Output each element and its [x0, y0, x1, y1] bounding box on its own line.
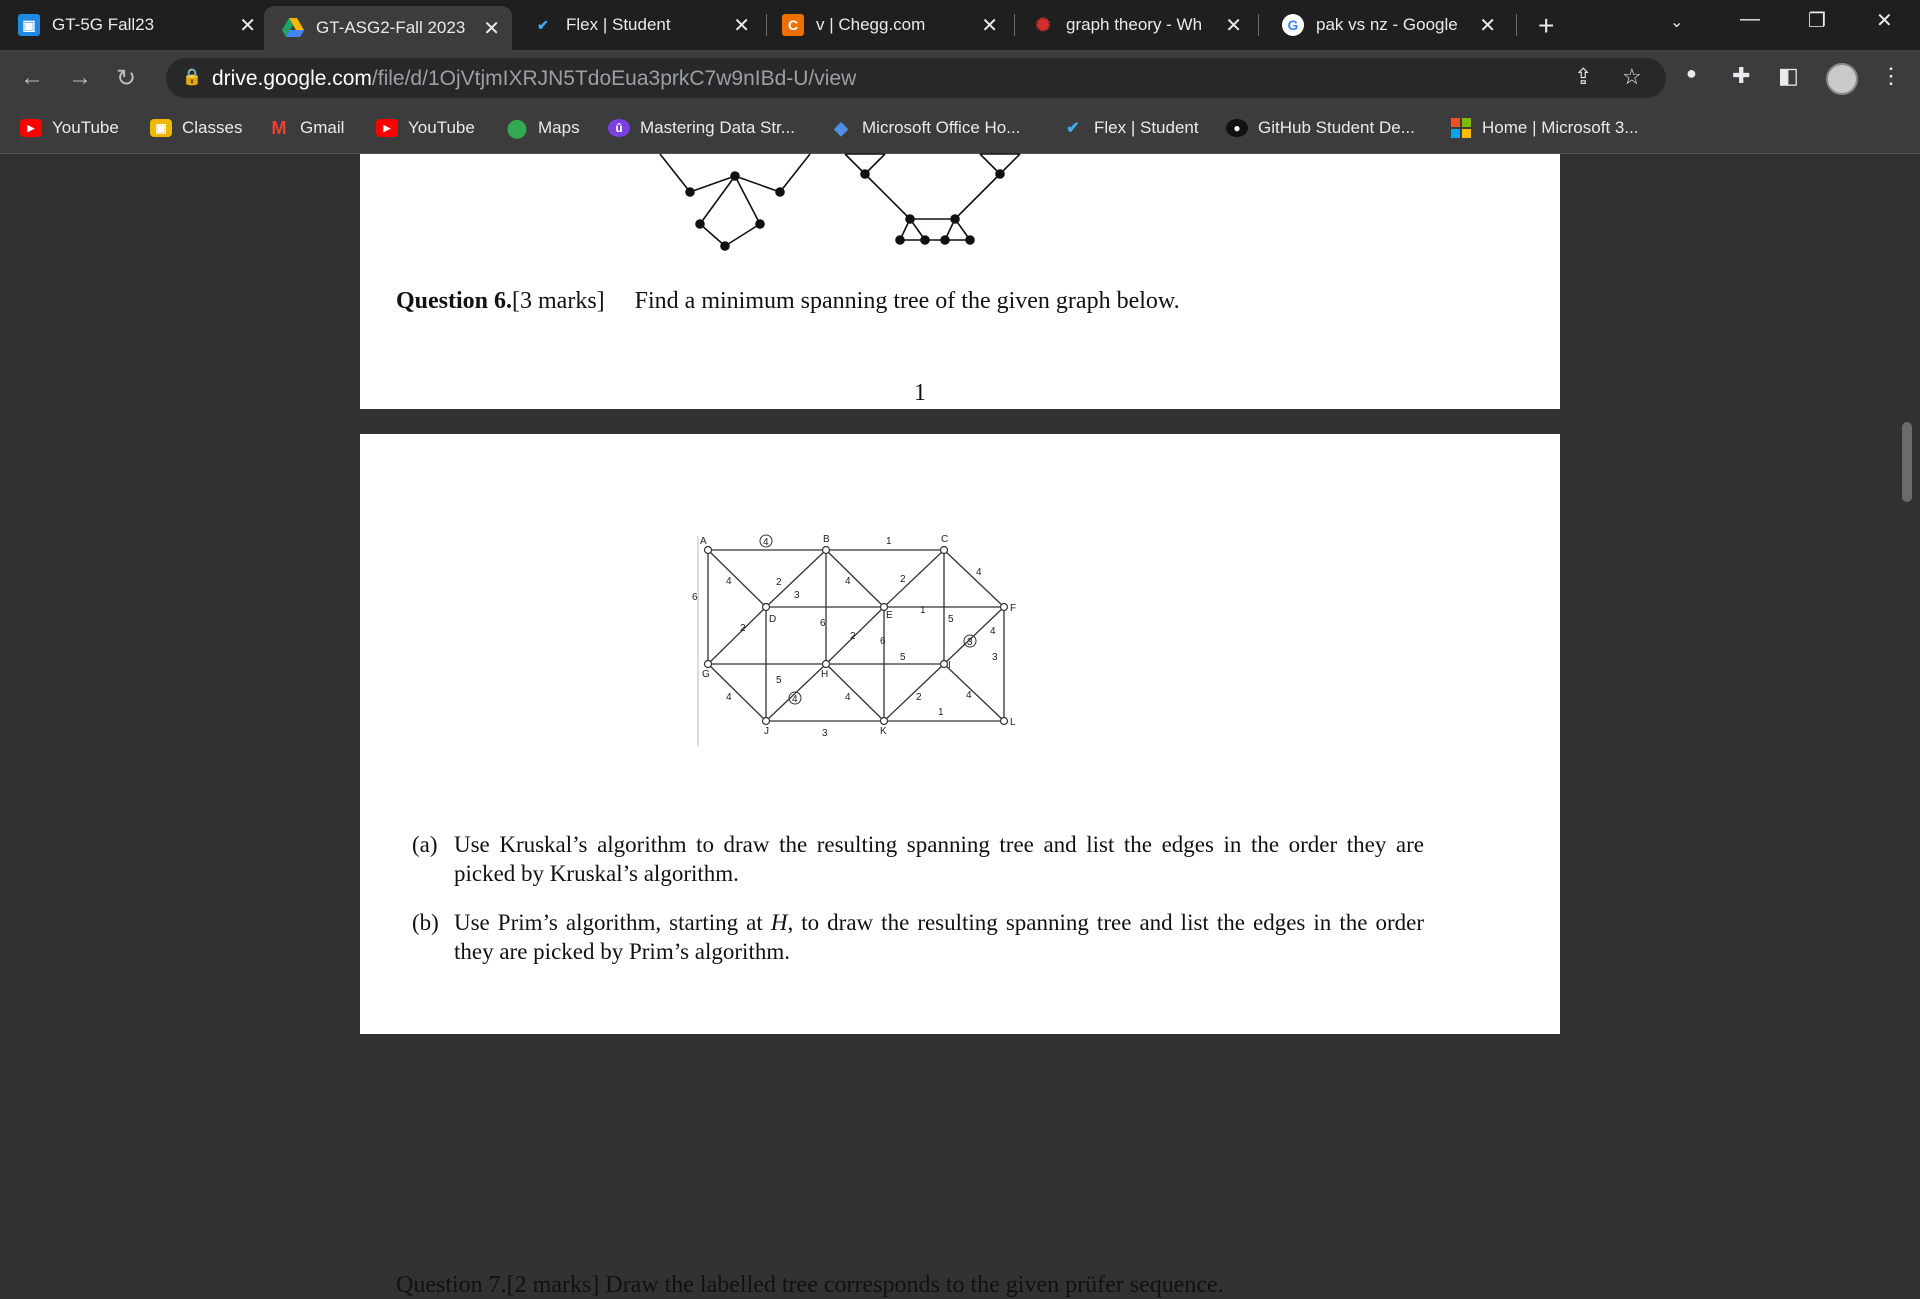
- bookmark-flex-student[interactable]: ✔ Flex | Student: [1062, 118, 1199, 138]
- svg-text:1: 1: [920, 605, 926, 616]
- question-6-part-a: (a) Use Kruskal’s algorithm to draw the resulting spanning tree and list the edges in the order they are picked by Kruskal’s algorithm.: [412, 832, 1424, 886]
- svg-text:1: 1: [938, 707, 944, 718]
- svg-text:2: 2: [776, 577, 782, 588]
- bookmarks-bar: [0, 106, 1920, 154]
- tab-flex-student[interactable]: [532, 5, 762, 45]
- svg-text:3: 3: [992, 652, 998, 663]
- menu-icon[interactable]: ⋮: [1880, 63, 1902, 88]
- bookmark-microsoft-office[interactable]: ◆ Microsoft Office Ho...: [830, 118, 1020, 138]
- back-icon[interactable]: ←: [20, 64, 44, 91]
- minimize-icon[interactable]: —: [1740, 8, 1760, 30]
- question-6-part-b: (b) Use Prim’s algorithm, starting at H, to draw the resulting spanning tree and list the edges in the order they are picked by Prim’s algorithm.: [412, 910, 1424, 964]
- youtube-icon: ▶: [376, 119, 398, 137]
- svg-text:D: D: [769, 614, 777, 625]
- side-panel-icon[interactable]: ◧: [1778, 63, 1799, 88]
- svg-text:5: 5: [776, 675, 782, 686]
- weighted-graph-figure: [690, 534, 1017, 754]
- forward-icon[interactable]: →: [68, 64, 92, 91]
- flex-icon: ✔: [1066, 120, 1080, 137]
- svg-text:1: 1: [886, 536, 892, 547]
- question-6: Question 6.[3 marks] Find a minimum spanning tree of the given graph below.: [396, 288, 1180, 314]
- tab-title: GT-5G Fall23: [52, 15, 155, 34]
- flex-icon: ✔: [537, 16, 549, 33]
- svg-text:2: 2: [900, 574, 906, 585]
- svg-text:2: 2: [740, 623, 746, 634]
- microsoft-icon: [1450, 119, 1472, 137]
- bookmark-mastering-data[interactable]: û Mastering Data Str...: [608, 118, 795, 138]
- tab-separator: [1014, 14, 1015, 36]
- avatar[interactable]: [1826, 63, 1858, 95]
- address-bar[interactable]: [166, 58, 1666, 98]
- bookmark-classes[interactable]: ▣ Classes: [150, 118, 242, 138]
- tab-separator: [1516, 14, 1517, 36]
- svg-text:4: 4: [726, 692, 732, 703]
- svg-text:4: 4: [845, 576, 851, 587]
- tab-chegg[interactable]: [782, 5, 1010, 45]
- bookmark-github[interactable]: ● GitHub Student De...: [1226, 118, 1415, 138]
- bookmark-youtube-2[interactable]: ▶ YouTube: [376, 118, 475, 138]
- tab-google-search[interactable]: [1282, 5, 1508, 45]
- tab-title: pak vs nz - Google: [1316, 15, 1458, 34]
- svg-text:6: 6: [880, 636, 886, 647]
- svg-text:4: 4: [990, 626, 996, 637]
- bookmark-microsoft-365[interactable]: Home | Microsoft 3...: [1450, 118, 1639, 138]
- close-icon[interactable]: ✕: [483, 17, 500, 40]
- gmail-icon: M: [271, 117, 287, 138]
- close-icon[interactable]: ✕: [981, 14, 998, 37]
- pdf-page-2: [360, 434, 1560, 1298]
- tab-title: v | Chegg.com: [816, 15, 926, 34]
- svg-text:L: L: [1010, 717, 1016, 728]
- tab-separator: [1258, 14, 1259, 36]
- tab-title: graph theory - Wh: [1066, 15, 1203, 34]
- svg-text:3: 3: [967, 637, 973, 648]
- svg-text:G: G: [702, 669, 710, 680]
- new-tab-icon[interactable]: +: [1538, 10, 1555, 41]
- svg-text:4: 4: [966, 690, 972, 701]
- tab-strip: [0, 0, 1920, 50]
- extensions-puzzle-icon[interactable]: ✚: [1732, 63, 1751, 88]
- github-icon: ●: [1226, 119, 1248, 137]
- tab-quora[interactable]: [1032, 5, 1254, 45]
- tab-title: Flex | Student: [566, 15, 671, 34]
- url-text[interactable]: drive.google.com/file/d/1OjVtjmIXRJN5TdoEua3prkC7w9nIBd-U/view: [212, 67, 857, 90]
- bookmark-youtube[interactable]: ▶ YouTube: [20, 118, 119, 138]
- scrollbar-thumb[interactable]: [1902, 422, 1912, 502]
- svg-text:6: 6: [692, 592, 698, 603]
- youtube-icon: ▶: [20, 119, 42, 137]
- svg-text:3: 3: [822, 728, 828, 739]
- svg-text:5: 5: [900, 652, 906, 663]
- quora-icon: ✺: [1035, 14, 1051, 35]
- tab-title: GT-ASG2-Fall 2023: [316, 18, 466, 37]
- chegg-icon: C: [782, 14, 804, 36]
- svg-text:4: 4: [792, 694, 798, 705]
- svg-text:4: 4: [726, 576, 732, 587]
- svg-text:C: C: [941, 534, 949, 545]
- close-icon[interactable]: ✕: [733, 14, 750, 37]
- bookmark-star-icon[interactable]: ☆: [1622, 64, 1642, 89]
- svg-text:3: 3: [794, 590, 800, 601]
- reload-icon[interactable]: ↻: [116, 65, 137, 92]
- svg-text:6: 6: [820, 618, 826, 629]
- window-close-icon[interactable]: ✕: [1876, 10, 1893, 32]
- page-number: 1: [914, 380, 926, 406]
- close-icon[interactable]: ✕: [239, 14, 256, 37]
- svg-text:A: A: [700, 536, 707, 547]
- svg-text:F: F: [1010, 603, 1017, 614]
- svg-text:H: H: [821, 669, 829, 680]
- bookmark-gmail[interactable]: M Gmail: [268, 118, 344, 138]
- tab-gt-asg2[interactable]: [264, 6, 512, 50]
- tab-separator: [766, 14, 767, 36]
- restore-icon[interactable]: ❐: [1808, 10, 1826, 32]
- close-icon[interactable]: ✕: [1225, 14, 1242, 37]
- bookmark-maps[interactable]: ⬤ Maps: [506, 117, 580, 138]
- tab-gt-5g[interactable]: [18, 5, 268, 45]
- svg-text:2: 2: [850, 631, 856, 642]
- pdf-page-1: [360, 154, 1560, 409]
- svg-text:I: I: [948, 660, 951, 671]
- pdf-viewer[interactable]: [0, 154, 1920, 1298]
- toolbar: [0, 50, 1920, 106]
- classroom-icon: ▣: [150, 119, 172, 137]
- close-icon[interactable]: ✕: [1479, 14, 1496, 37]
- svg-text:E: E: [886, 610, 893, 621]
- svg-text:4: 4: [845, 692, 851, 703]
- svg-text:4: 4: [763, 537, 769, 548]
- question-7: Question 7.[2 marks] Draw the labelled tree corresponds to the given prüfer sequence.: [396, 1272, 1224, 1298]
- svg-text:J: J: [764, 726, 769, 737]
- mastering-icon: û: [608, 119, 630, 137]
- svg-text:K: K: [880, 726, 887, 737]
- figure-previous-graphs: [660, 154, 1140, 254]
- drive-icon: [282, 17, 304, 39]
- tab-search-icon[interactable]: ⌄: [1670, 14, 1684, 31]
- extension-icon[interactable]: ●: [1686, 63, 1697, 83]
- share-icon[interactable]: ⇪: [1574, 64, 1593, 89]
- svg-text:2: 2: [916, 692, 922, 703]
- svg-text:5: 5: [948, 614, 954, 625]
- svg-text:B: B: [823, 534, 830, 545]
- classroom-icon: ▣: [18, 14, 40, 36]
- maps-pin-icon: ⬤: [506, 117, 528, 138]
- office-icon: ◆: [834, 117, 848, 138]
- google-icon: G: [1282, 14, 1304, 36]
- lock-icon[interactable]: 🔒: [182, 69, 202, 86]
- svg-text:4: 4: [976, 567, 982, 578]
